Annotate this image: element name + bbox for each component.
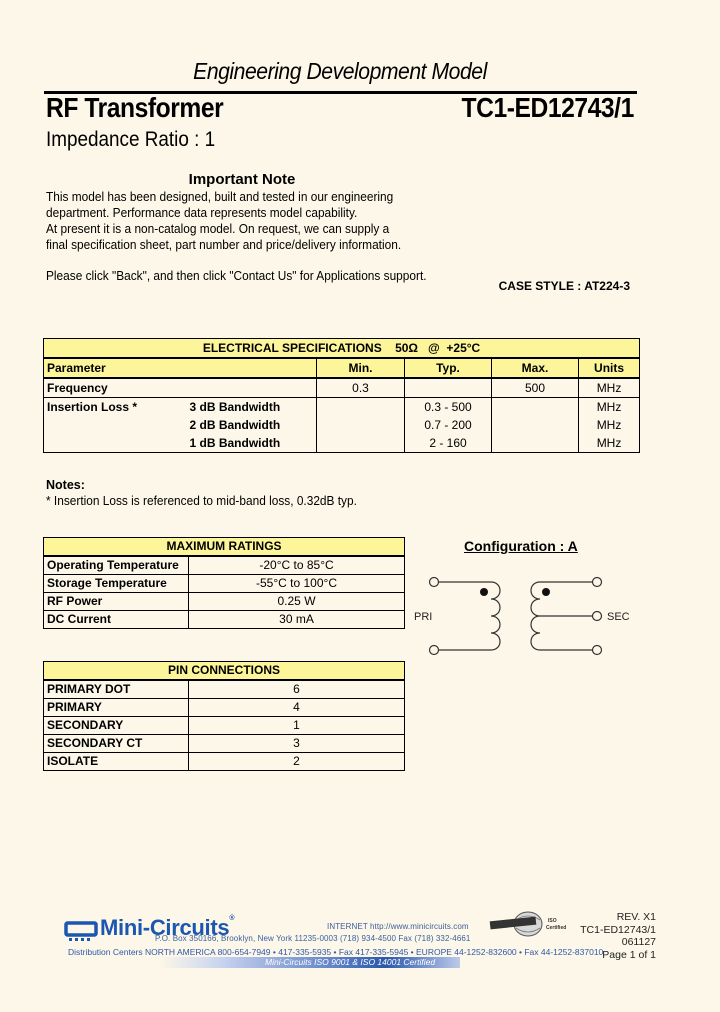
rating-value: 30 mA: [189, 611, 405, 629]
typ-cell: [405, 378, 492, 398]
note-item: * Insertion Loss is referenced to mid-band loss, 0.32dB typ.: [46, 494, 357, 508]
svg-text:Certified: Certified: [546, 925, 566, 931]
pin-number: 3: [189, 735, 405, 753]
table-row: [44, 398, 640, 417]
param-cell: [44, 434, 187, 453]
pin-connections-title: PIN CONNECTIONS: [44, 662, 405, 681]
important-note-title: Important Note: [188, 171, 296, 188]
date-code: 061127: [621, 936, 656, 948]
rating-value: -20°C to 85°C: [189, 556, 405, 575]
table-row: [44, 680, 405, 699]
table-row: [44, 434, 640, 453]
secondary-label: SEC: [607, 611, 630, 623]
max-cell: [492, 416, 579, 434]
table-row: [44, 416, 640, 434]
revision: REV. X1: [616, 911, 656, 923]
pin-label: PRIMARY DOT: [44, 680, 189, 699]
table-row: [44, 699, 405, 717]
table-row: [44, 593, 405, 611]
pin-label: SECONDARY: [44, 717, 189, 735]
units-cell: MHz: [579, 434, 640, 453]
sub-param-cell: 3 dB Bandwidth: [187, 398, 317, 417]
note-line: This model has been designed, built and tested in our engineering: [46, 190, 394, 204]
param-cell: [44, 416, 187, 434]
table-title-row: [44, 662, 405, 681]
units-cell: MHz: [579, 398, 640, 417]
param-cell: Insertion Loss *: [44, 398, 187, 417]
electrical-specs-table: [43, 338, 640, 453]
rating-label: Storage Temperature: [44, 575, 189, 593]
table-title-row: [44, 339, 640, 359]
primary-label: PRI: [414, 611, 433, 623]
maximum-ratings-title: MAXIMUM RATINGS: [44, 538, 405, 557]
document-subtitle: Engineering Development Model: [193, 58, 487, 84]
table-row: [44, 575, 405, 593]
important-note-body: [46, 189, 401, 253]
table-row: [44, 378, 640, 398]
distribution-centers: Distribution Centers NORTH AMERICA 800-654-7949 • 417-335-5935 • Fax 417-335-5945 • EUROPE 44-1252-832600 • Fax 44-1252-837010: [68, 947, 604, 957]
min-cell: [317, 398, 405, 417]
col-header-min: Min.: [317, 358, 405, 378]
rating-value: -55°C to 100°C: [189, 575, 405, 593]
model-number: TC1-ED12743/1: [461, 92, 634, 123]
svg-text:ISO: ISO: [548, 918, 557, 924]
min-cell: 0.3: [317, 378, 405, 398]
pin-label: SECONDARY CT: [44, 735, 189, 753]
pin-number: 4: [189, 699, 405, 717]
max-cell: [492, 398, 579, 417]
pin-number: 6: [189, 680, 405, 699]
case-style: CASE STYLE : AT224-3: [498, 279, 630, 293]
min-cell: [317, 416, 405, 434]
note-line: At present it is a non-catalog model. On request, we can supply a: [46, 222, 390, 236]
table-row: [44, 735, 405, 753]
page-number: Page 1 of 1: [602, 948, 656, 961]
table-header-row: [44, 358, 640, 378]
table-row: [44, 717, 405, 735]
note-line: department. Performance data represents model capability.: [46, 206, 358, 220]
max-cell: [492, 434, 579, 453]
footer-model-number: TC1-ED12743/1: [580, 923, 656, 936]
polarity-dot-secondary: [542, 588, 550, 596]
max-cell: 500: [492, 378, 579, 398]
polarity-dot-primary: [480, 588, 488, 596]
brand-name: Mini-Circuits®: [100, 915, 235, 940]
col-header-typ: Typ.: [405, 358, 492, 378]
pin-number: 1: [189, 717, 405, 735]
sub-param-cell: 2 dB Bandwidth: [187, 416, 317, 434]
min-cell: [317, 434, 405, 453]
table-row: [44, 556, 405, 575]
param-cell: Frequency: [44, 378, 317, 398]
pin-label: ISOLATE: [44, 753, 189, 771]
globe-icon: [486, 910, 566, 938]
revision-block: [580, 911, 656, 961]
pin-label: PRIMARY: [44, 699, 189, 717]
rating-value: 0.25 W: [189, 593, 405, 611]
configuration-title: Configuration : A: [464, 538, 578, 554]
rating-label: RF Power: [44, 593, 189, 611]
contact-instruction: Please click "Back", and then click "Contact Us" for Applications support.: [46, 269, 427, 283]
maximum-ratings-table: [43, 537, 405, 629]
table-title-row: [44, 538, 405, 557]
internet-address: INTERNET http://www.minicircuits.com: [327, 922, 469, 931]
electrical-specs-title: ELECTRICAL SPECIFICATIONS 50Ω @ +25°C: [44, 339, 640, 359]
table-row: [44, 611, 405, 629]
col-header-units: Units: [579, 358, 640, 378]
iso-certification: Mini-Circuits ISO 9001 & ISO 14001 Certified: [265, 957, 436, 967]
impedance-ratio: Impedance Ratio : 1: [46, 128, 216, 151]
notes-title: Notes:: [46, 478, 85, 492]
typ-cell: 2 - 160: [405, 434, 492, 453]
sub-param-cell: 1 dB Bandwidth: [187, 434, 317, 453]
note-line: final specification sheet, part number and price/delivery information.: [46, 238, 402, 252]
units-cell: MHz: [579, 416, 640, 434]
product-name: RF Transformer: [46, 92, 224, 123]
table-row: [44, 753, 405, 771]
rating-label: DC Current: [44, 611, 189, 629]
col-header-max: Max.: [492, 358, 579, 378]
postal-address: P.O. Box 350166, Brooklyn, New York 11235-0003 (718) 934-4500 Fax (718) 332-4661: [155, 934, 471, 943]
chip-icon: [64, 920, 98, 942]
col-header-parameter: Parameter: [44, 358, 317, 378]
units-cell: MHz: [579, 378, 640, 398]
pin-connections-table: [43, 661, 405, 771]
pin-number: 2: [189, 753, 405, 771]
rating-label: Operating Temperature: [44, 556, 189, 575]
typ-cell: 0.3 - 500: [405, 398, 492, 417]
typ-cell: 0.7 - 200: [405, 416, 492, 434]
